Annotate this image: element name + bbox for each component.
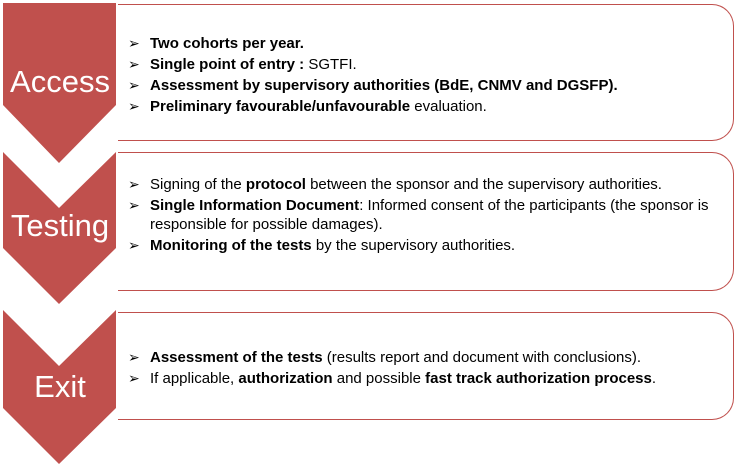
item-text: : Informed consent of the participants (the sponsor is responsible for possible damages).	[150, 197, 709, 233]
item-text: If applicable,	[150, 370, 239, 387]
item-text: fast track authorization process	[425, 370, 652, 387]
item-text: Monitoring of the tests	[150, 237, 312, 254]
stage-label-testing: Testing	[10, 208, 110, 243]
stage-items-exit	[128, 348, 719, 390]
arrowhead-bullet-icon: ➢	[128, 98, 140, 114]
item-text: protocol	[245, 176, 306, 193]
item-text: authorization	[238, 370, 333, 387]
item-text: Single point of entry :	[150, 56, 305, 73]
arrowhead-bullet-icon: ➢	[128, 237, 140, 253]
list-item	[128, 76, 719, 95]
arrowhead-bullet-icon: ➢	[128, 77, 140, 93]
list-item	[128, 34, 719, 53]
arrowhead-bullet-icon: ➢	[128, 370, 140, 386]
list-item	[128, 55, 719, 74]
item-text: .	[651, 370, 657, 387]
list-item	[128, 369, 719, 388]
arrowhead-bullet-icon: ➢	[128, 349, 140, 365]
item-text: Single Information Document	[150, 197, 360, 214]
stage-items-testing	[128, 175, 719, 257]
list-item	[128, 348, 719, 367]
item-text: by the supervisory authorities.	[311, 237, 516, 254]
list-item	[128, 175, 719, 194]
item-text: Two cohorts per year.	[150, 35, 304, 52]
item-text: (results report and document with conclusions).	[322, 349, 642, 366]
stage-label-access: Access	[10, 64, 110, 99]
arrowhead-bullet-icon: ➢	[128, 197, 140, 213]
item-text: Signing of the	[150, 176, 246, 193]
stage-label-exit: Exit	[34, 369, 86, 404]
item-text: Assessment of the tests	[150, 349, 323, 366]
arrowhead-bullet-icon: ➢	[128, 176, 140, 192]
item-text: between the sponsor and the supervisory authorities.	[305, 176, 662, 193]
stage-box-access	[118, 4, 734, 141]
stage-box-exit	[118, 312, 734, 420]
item-text: and possible	[332, 370, 426, 387]
list-item	[128, 236, 719, 255]
item-text: evaluation.	[410, 98, 487, 115]
arrowhead-bullet-icon: ➢	[128, 56, 140, 72]
item-text: Preliminary favourable/unfavourable	[150, 98, 411, 115]
item-text: Assessment by supervisory authorities (BdE, CNMV and DGSFP).	[150, 77, 618, 94]
list-item	[128, 196, 719, 234]
list-item	[128, 97, 719, 116]
stage-box-testing	[118, 152, 734, 291]
stage-items-access	[128, 34, 719, 118]
arrowhead-bullet-icon: ➢	[128, 35, 140, 51]
item-text: SGTFI.	[304, 56, 357, 73]
